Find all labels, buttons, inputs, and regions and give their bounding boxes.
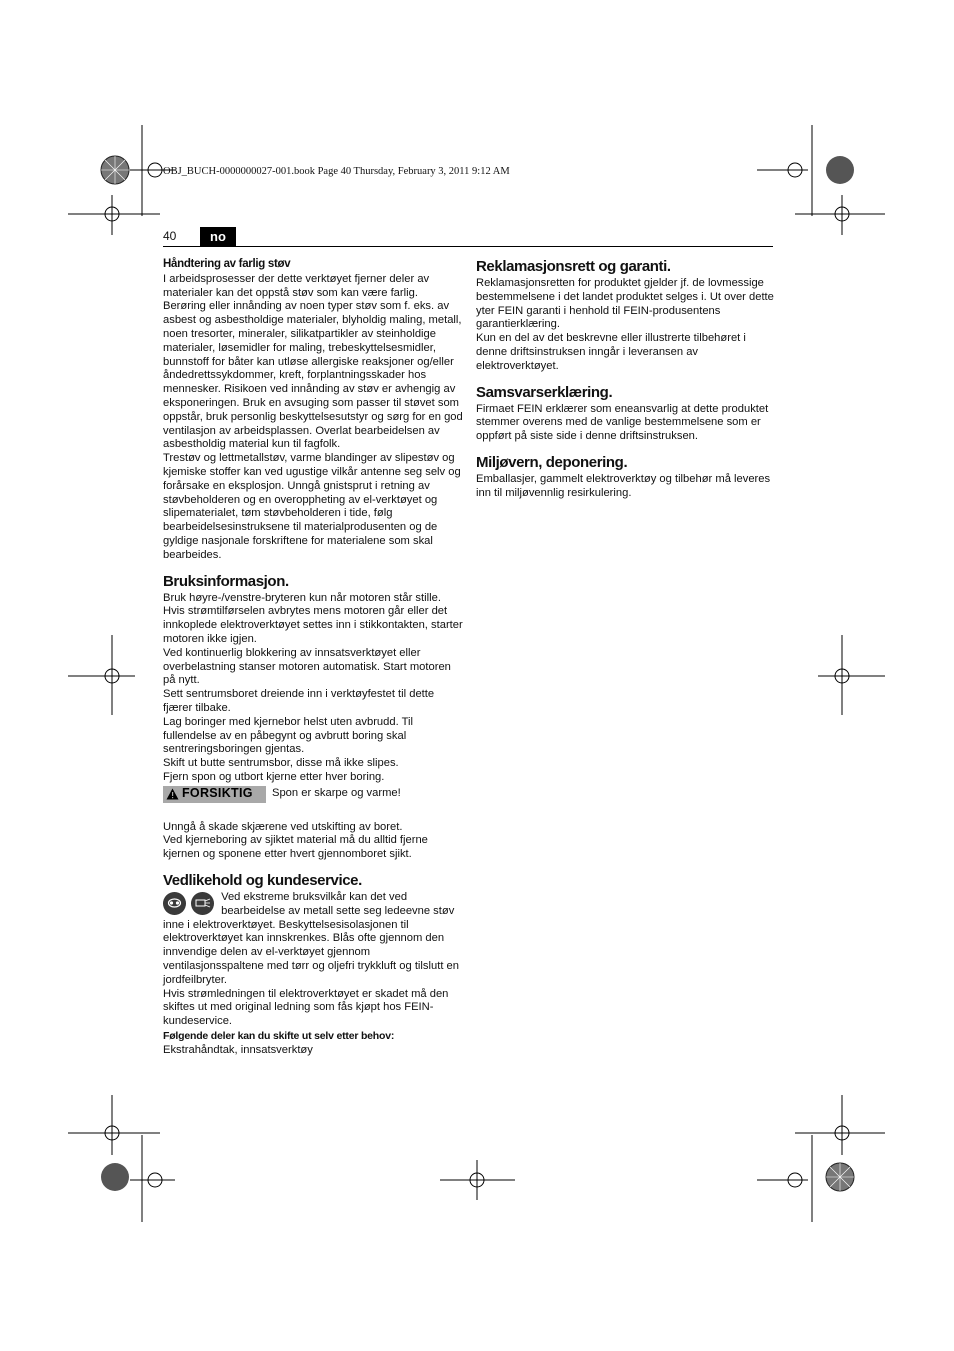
section-heading: Reklamasjonsrett og garanti. [476, 258, 671, 275]
eye-protection-icon [163, 892, 186, 915]
section-heading: Samsvarserklæring. [476, 383, 613, 401]
section-heading: Bruksinformasjon. [163, 572, 289, 590]
paragraph: Ved kontinuerlig blokkering av innsatsverktøyet eller overbelastning stanser motoren automatisk. Start motoren på nytt. [163, 646, 451, 687]
left-column [163, 258, 463, 1058]
paragraph: Emballasjer, gammelt elektroverktøy og tilbehør må leveres inn til miljøvennlig resirkulering. [476, 472, 771, 499]
paragraph: Lag boringer med kjernebor helst uten avbrudd. Til fullendelse av en påbegynt og avbrutt boring skal sentreringsboringen gjentas. [163, 715, 414, 756]
right-column [476, 258, 776, 501]
paragraph: Sett sentrumsboret dreiende inn i verktøyfestet til dette fjærer tilbake. [163, 688, 435, 714]
paragraph: Kun en del av det beskrevne eller illustrerte tilbehøret i denne driftsinstruksen inngår i leveransen av elektroverktøyet. [476, 332, 746, 372]
section-heading: Håndtering av farlig støv [163, 258, 291, 270]
paragraph: Bruk høyre-/venstre-bryteren kun når motoren står stille. [163, 591, 441, 604]
paragraph: Firmaet FEIN erklærer som eneansvarlig at dette produktet stemmer overens med de vanlige bestemmelsene som er oppført på siste side i denne driftsinstruksen. [476, 402, 769, 443]
paragraph: Skift ut butte sentrumsbor, disse må ikke slipes. [163, 757, 399, 770]
sub-heading: Følgende deler kan du skifte ut selv etter behov: [163, 1030, 395, 1043]
paragraph: Hvis strømtilførselen avbrytes mens motoren går eller det innkoplede elektroverktøyet settes inn i stikkontakten, starter motoren ikke igjen. [163, 605, 463, 645]
page-number: 40 [163, 229, 177, 243]
section-heading: Miljøvern, deponering. [476, 453, 628, 471]
warning-row [163, 787, 463, 803]
paragraph: Unngå å skade skjærene ved utskifting av boret. [163, 820, 403, 833]
warning-text: Spon er skarpe og varme! [272, 786, 401, 799]
paragraph: Ekstrahåndtak, innsatsverktøy [163, 1043, 313, 1056]
warning-badge [163, 786, 266, 803]
header-rule [163, 246, 773, 247]
warning-triangle-icon [166, 788, 179, 800]
paragraph: Trestøv og lettmetallstøv, varme blandinger av slipestøv og kjemiske stoffer kan ved ugustige vilkår antenne seg selv og forårsake en eksplosjon. Unngå gnistsprut i retning av støvbeholderen og en overoppheting av el-verktøyet og slipematerialet, tøm støvbeholderen i tide, følg bearbeidelsesinstruksene til materialprodusenten og de gyldige nasjonale forskriftene for materialene som skal bearbeides. [163, 452, 461, 561]
paragraph: Hvis strømledningen til elektroverktøyet er skadet må den skiftes ut med original ledning som fås kjøpt hos FEIN-kundeservice. [163, 987, 449, 1028]
paragraph: Ved ekstreme bruksvilkår kan det ved bearbeidelse av metall sette seg ledeevne støv inne i elektroverktøyet. Beskyttelsesisolasjonen til elektroverktøyet kan innskrenkes. Blås ofte gjennom den innvendige delen av el-verktøyet gjennom ventilasjonsspaltene med tørr og oljefri trykkluft og tilslutt en jordfeilbryter. [163, 891, 459, 986]
paragraph: Fjern spon og utbort kjerne etter hver boring. [163, 770, 385, 783]
warning-label: FORSIKTIG [182, 786, 253, 801]
language-badge: no [200, 227, 236, 246]
icons-row [163, 892, 216, 915]
paragraph: Ved kjerneboring av sjiktet material må du alltid fjerne kjernen og sponene etter hvert gjennomboret sjikt. [163, 834, 428, 861]
paragraph: I arbeidsprosesser der dette verktøyet fjerner deler av materialer kan det oppstå støv som kan være farlig. Berøring eller innånding av noen typer støv som f. eks. av asbest og asbestholdige materialer, blyholdig maling, metall, noen tresorter, mineraler, silikatpartikler av steinholdige materialer, løsemidler for maling, trebeskyttelsesmidler, bunnstoff for båter kan utløse allergiske reaksjoner og/eller åndedrettssykdommer, kreft, forplantningsskader hos mennesker. Risikoen ved innånding av støv er avhengig av eksponeringen. Bruk en avsuging som passer til støvet som oppstår, bruk personlig beskyttelsesutstyr og sørg for en god ventilasjon av arbeidsplassen. Overlat bearbeidelsen av asbestholdig material kun til fagfolk. [163, 272, 463, 451]
paragraph: Reklamasjonsretten for produktet gjelder jf. de lovmessige bestemmelsene i det landet produktet selges i. Ut over dette yter FEIN garanti i henhold til FEIN-produsentens garantierklæring. [476, 277, 774, 331]
section-heading: Vedlikehold og kundeservice. [163, 872, 362, 890]
book-header: OBJ_BUCH-0000000027-001.book Page 40 Thursday, February 3, 2011 9:12 AM [163, 166, 510, 177]
compressed-air-icon [191, 892, 214, 915]
